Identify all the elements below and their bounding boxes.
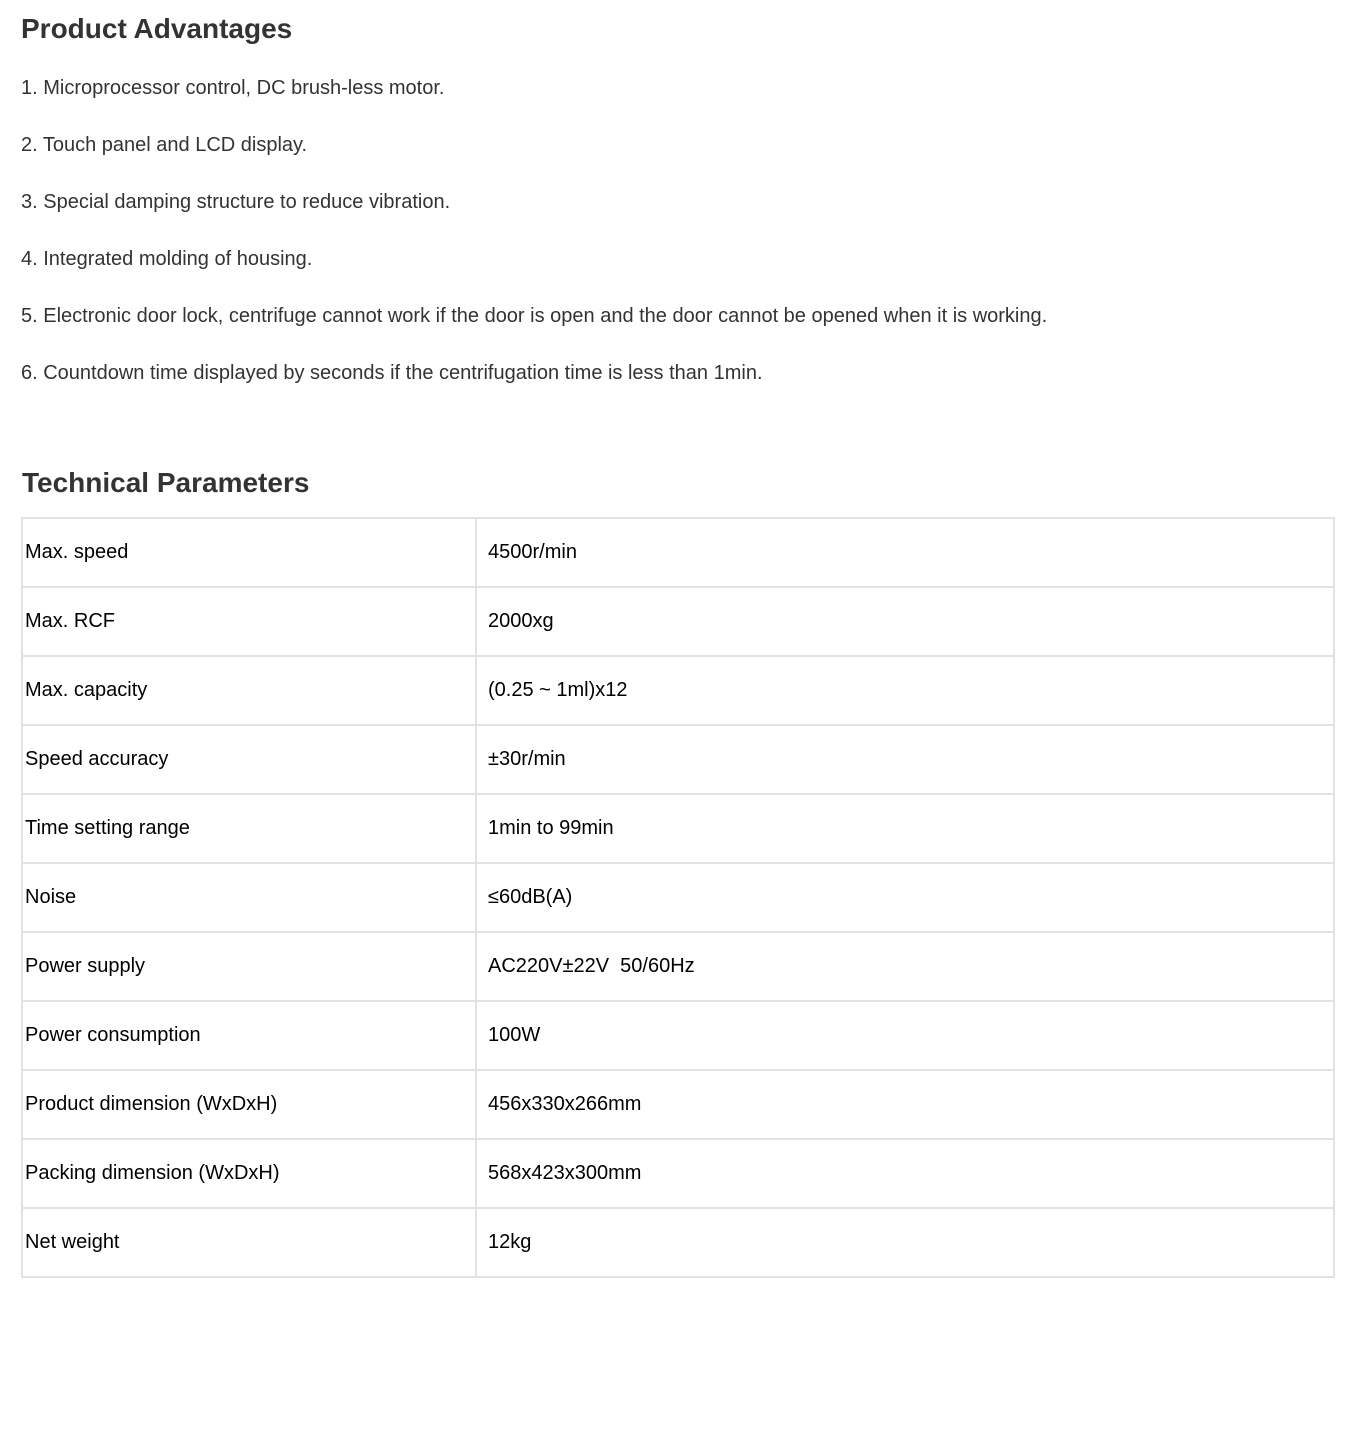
table-row	[22, 1070, 1334, 1139]
parameter-label: Max. capacity	[22, 656, 476, 725]
advantages-list	[21, 76, 1047, 418]
table-row	[22, 932, 1334, 1001]
parameter-label: Time setting range	[22, 794, 476, 863]
parameter-value: AC220V±22V 50/60Hz	[476, 932, 1334, 1001]
parameter-value: 100W	[476, 1001, 1334, 1070]
advantage-item: 4. Integrated molding of housing.	[21, 248, 313, 270]
parameter-label: Net weight	[22, 1208, 476, 1277]
parameter-label: Product dimension (WxDxH)	[22, 1070, 476, 1139]
parameter-value: 1min to 99min	[476, 794, 1334, 863]
advantage-item: 5. Electronic door lock, centrifuge cannot work if the door is open and the door cannot be opened when it is working.	[21, 305, 1048, 327]
parameter-label: Power consumption	[22, 1001, 476, 1070]
parameter-value: 12kg	[476, 1208, 1334, 1277]
table-row	[22, 794, 1334, 863]
table-row	[22, 518, 1334, 587]
table-row	[22, 656, 1334, 725]
table-row	[22, 1001, 1334, 1070]
technical-parameters-heading: Technical Parameters	[22, 467, 310, 498]
parameter-value: ±30r/min	[476, 725, 1334, 794]
technical-parameters-table	[21, 517, 1335, 1278]
parameter-label: Packing dimension (WxDxH)	[22, 1139, 476, 1208]
product-advantages-heading: Product Advantages	[21, 13, 293, 44]
parameter-label: Noise	[22, 863, 476, 932]
parameter-label: Max. speed	[22, 518, 476, 587]
table-row	[22, 725, 1334, 794]
parameter-label: Max. RCF	[22, 587, 476, 656]
table-row	[22, 1208, 1334, 1277]
table-row	[22, 863, 1334, 932]
advantage-item: 2. Touch panel and LCD display.	[21, 134, 308, 156]
parameter-value: (0.25 ~ 1ml)x12	[476, 656, 1334, 725]
parameter-label: Power supply	[22, 932, 476, 1001]
parameter-value: 4500r/min	[476, 518, 1334, 587]
parameter-label: Speed accuracy	[22, 725, 476, 794]
parameter-value: 2000xg	[476, 587, 1334, 656]
advantage-item: 3. Special damping structure to reduce vibration.	[21, 191, 451, 213]
parameter-value: 568x423x300mm	[476, 1139, 1334, 1208]
parameter-value: ≤60dB(A)	[476, 863, 1334, 932]
parameter-value: 456x330x266mm	[476, 1070, 1334, 1139]
table-row	[22, 587, 1334, 656]
table-row	[22, 1139, 1334, 1208]
advantage-item: 6. Countdown time displayed by seconds if the centrifugation time is less than 1min.	[21, 362, 763, 384]
advantage-item: 1. Microprocessor control, DC brush-less motor.	[21, 77, 445, 99]
